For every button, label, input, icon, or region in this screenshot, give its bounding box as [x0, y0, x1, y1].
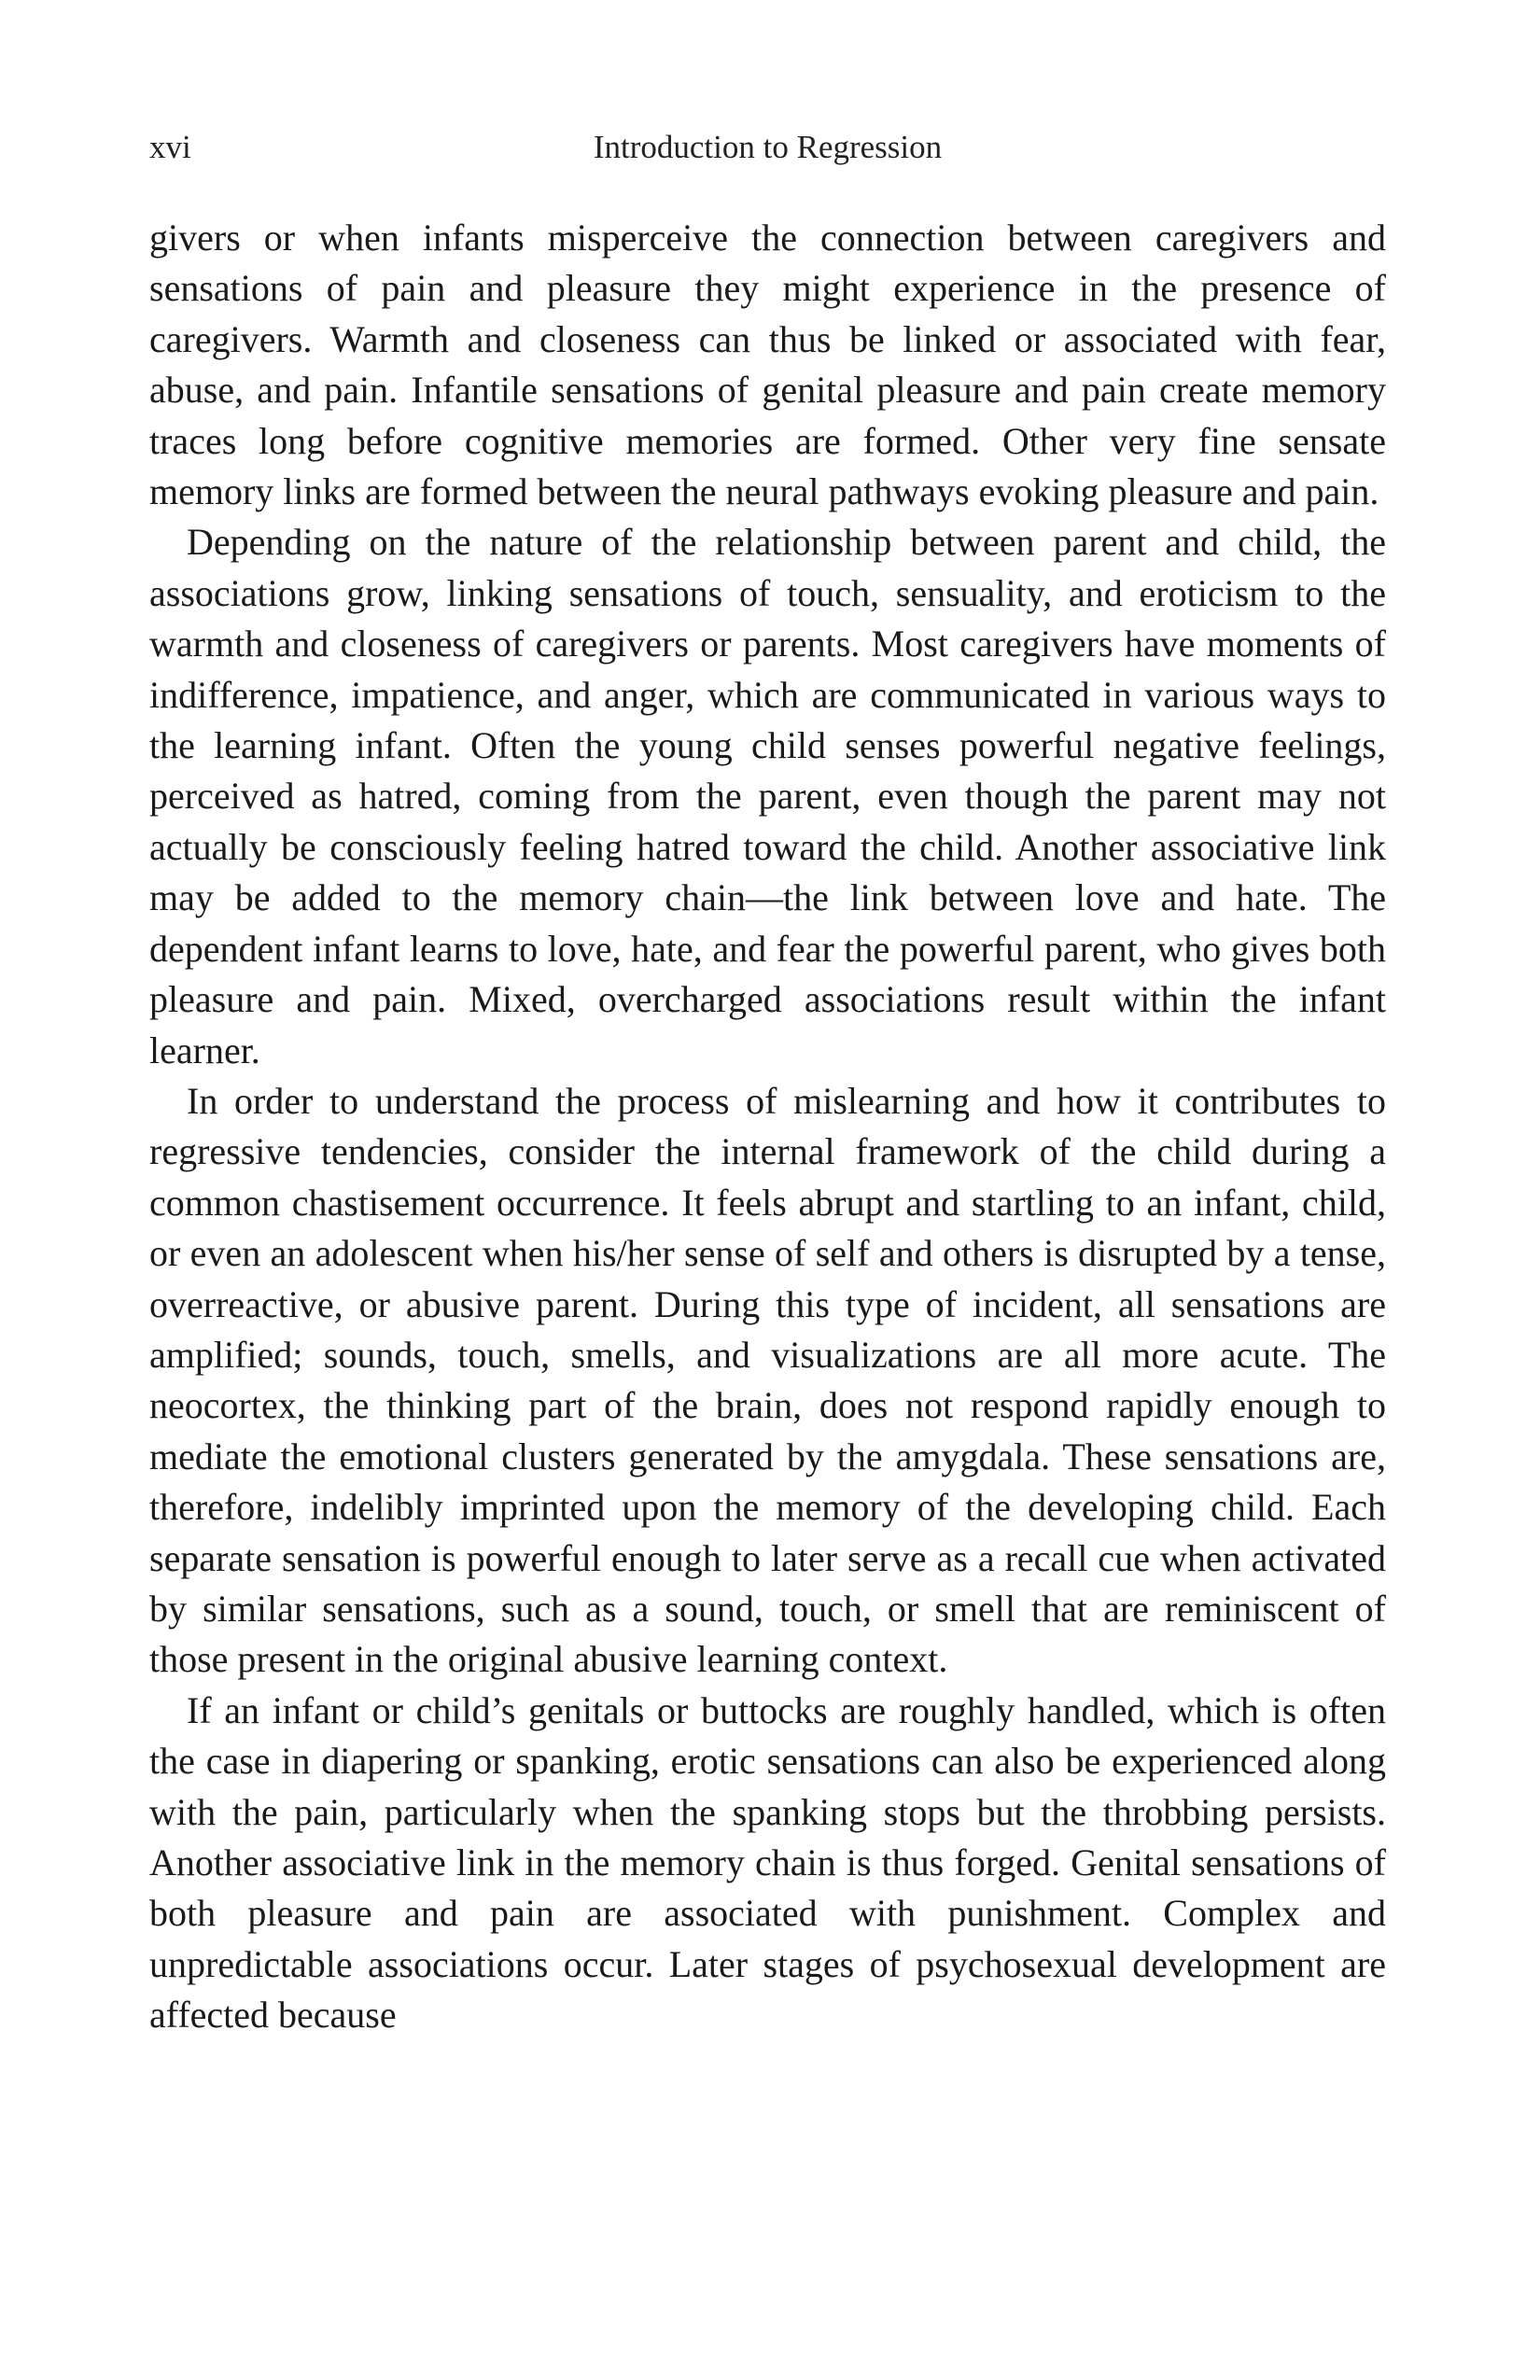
book-page: [149, 121, 1386, 2041]
body-text: [149, 213, 1386, 2041]
paragraph: If an infant or child’s genitals or buttocks are roughly handled, which is often the case in diapering or spanking, erotic sensations can also be experienced along with the pain, particularly when the spanking stops but the throbbing persists. Another associative link in the memory chain is thus forged. Genital sensations of both pleasure and pain are associated with punishment. Complex and unpredictable associations occur. Later stages of psychosexual development are affected because: [149, 1688, 1386, 2037]
paragraph-continued: givers or when infants misperceive the connection between caregivers and sensations of pain and pleasure they might experience in the presence of caregivers. Warmth and closeness can thus be linked or associated with fear, abuse, and pain. Infantile sensations of genital pleasure and pain create memory traces long before cognitive memories are formed. Other very fine sensate memory links are formed between the neural pathways evoking pleasure and pain.: [149, 217, 1386, 513]
paragraph: Depending on the nature of the relationship between parent and child, the associations grow, linking sensations of touch, sensuality, and eroticism to the warmth and closeness of caregivers or parents. Most caregivers have moments of indifference, impatience, and anger, which are communicated in various ways to the learning infant. Often the young child senses powerful negative feelings, perceived as hatred, coming from the parent, even though the parent may not actually be consciously feeling hatred toward the child. Another associative link may be added to the memory chain—the link between love and hate. The dependent infant learns to love, hate, and fear the powerful parent, who gives both pleasure and pain. Mixed, overcharged associations result within the infant learner.: [149, 521, 1386, 1071]
paragraph: In order to understand the process of mislearning and how it contributes to regressive tendencies, consider the internal framework of the child during a common chastisement occurrence. It feels abrupt and startling to an infant, child, or even an adolescent when his/her sense of self and others is disrupted by a tense, overreactive, or abusive parent. During this type of incident, all sensations are amplified; sounds, touch, smells, and visualizations are all more acute. The neocortex, the thinking part of the brain, does not respond rapidly enough to mediate the emotional clusters generated by the amygdala. These sensations are, therefore, indelibly imprinted upon the memory of the developing child. Each separate sensation is powerful enough to later serve as a recall cue when activated by similar sensations, such as a sound, touch, or smell that are reminiscent of those present in the original abusive learning context.: [149, 1079, 1386, 1681]
running-head: [149, 121, 1386, 177]
running-title: Introduction to Regression: [593, 129, 943, 165]
page-number: xvi: [149, 129, 191, 165]
